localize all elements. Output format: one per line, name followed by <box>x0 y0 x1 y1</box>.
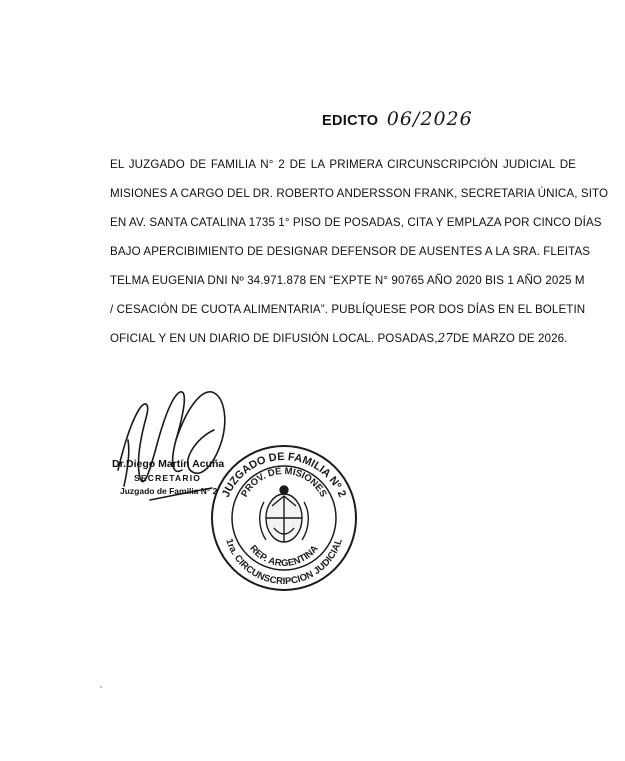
seal-outer-bottom-path: 1ra. CIRCUNSCRIPCION JUDICIAL <box>223 537 345 588</box>
coat-of-arms-icon <box>260 486 309 542</box>
signer-court: Juzgado de Familia N° 2 <box>120 486 218 496</box>
body-line-final <box>110 324 576 353</box>
seal-inner-bottom-path: REP. ARGENTINA <box>247 543 321 570</box>
body-line: / CESACIÓN DE CUOTA ALIMENTARIA”. PUBLÍQUESE POR DOS DÍAS EN EL BOLETIN <box>110 303 586 316</box>
seal-inner-bottom-text <box>0 0 1 1</box>
signer-name: Dr.Diego Martín Acuña <box>112 458 225 470</box>
page-speck <box>100 686 102 688</box>
seal-inner-top-text <box>0 0 1 1</box>
body-line: EN AV. SANTA CATALINA 1735 1° PISO DE POSADAS, CITA Y EMPLAZA POR CINCO DÍAS <box>110 216 602 229</box>
court-seal-stamp <box>202 432 362 592</box>
signer-role: SECRETARIO <box>134 473 202 483</box>
body-line: EL JUZGADO DE FAMILIA N° 2 DE LA PRIMERA CIRCUNSCRIPCIÓN JUDICIAL DE <box>110 158 576 171</box>
final-line-date: DE MARZO DE 2026. <box>453 332 568 345</box>
document-title <box>322 108 473 138</box>
body-line: BAJO APERCIBIMIENTO DE DESIGNAR DEFENSOR DE AUSENTES A LA SRA. FLEITAS <box>110 245 591 258</box>
handwritten-day: 27 <box>437 331 454 345</box>
title-number-handwritten: 06/2026 <box>386 108 473 130</box>
seal-outer-top-text <box>0 0 1 1</box>
final-line-text: OFICIAL Y EN UN DIARIO DE DIFUSIÓN LOCAL. POSADAS, <box>110 332 438 345</box>
seal-outer-bottom-text <box>0 0 1 1</box>
seal-inner-top-path: PROV. DE MISIONES <box>239 465 329 500</box>
edict-body <box>110 150 609 353</box>
body-line: TELMA EUGENIA DNI Nº 34.971.878 EN “EXPTE N° 90765 AÑO 2020 BIS 1 AÑO 2025 M <box>110 274 585 287</box>
seal-outer-top-path: JUZGADO DE FAMILIA Nº 2 <box>219 450 349 500</box>
body-line: MISIONES A CARGO DEL DR. ROBERTO ANDERSSON FRANK, SECRETARIA ÚNICA, SITO <box>110 187 609 200</box>
title-label: EDICTO <box>322 113 379 129</box>
svg-text:REP. ARGENTINA <box>247 543 320 569</box>
